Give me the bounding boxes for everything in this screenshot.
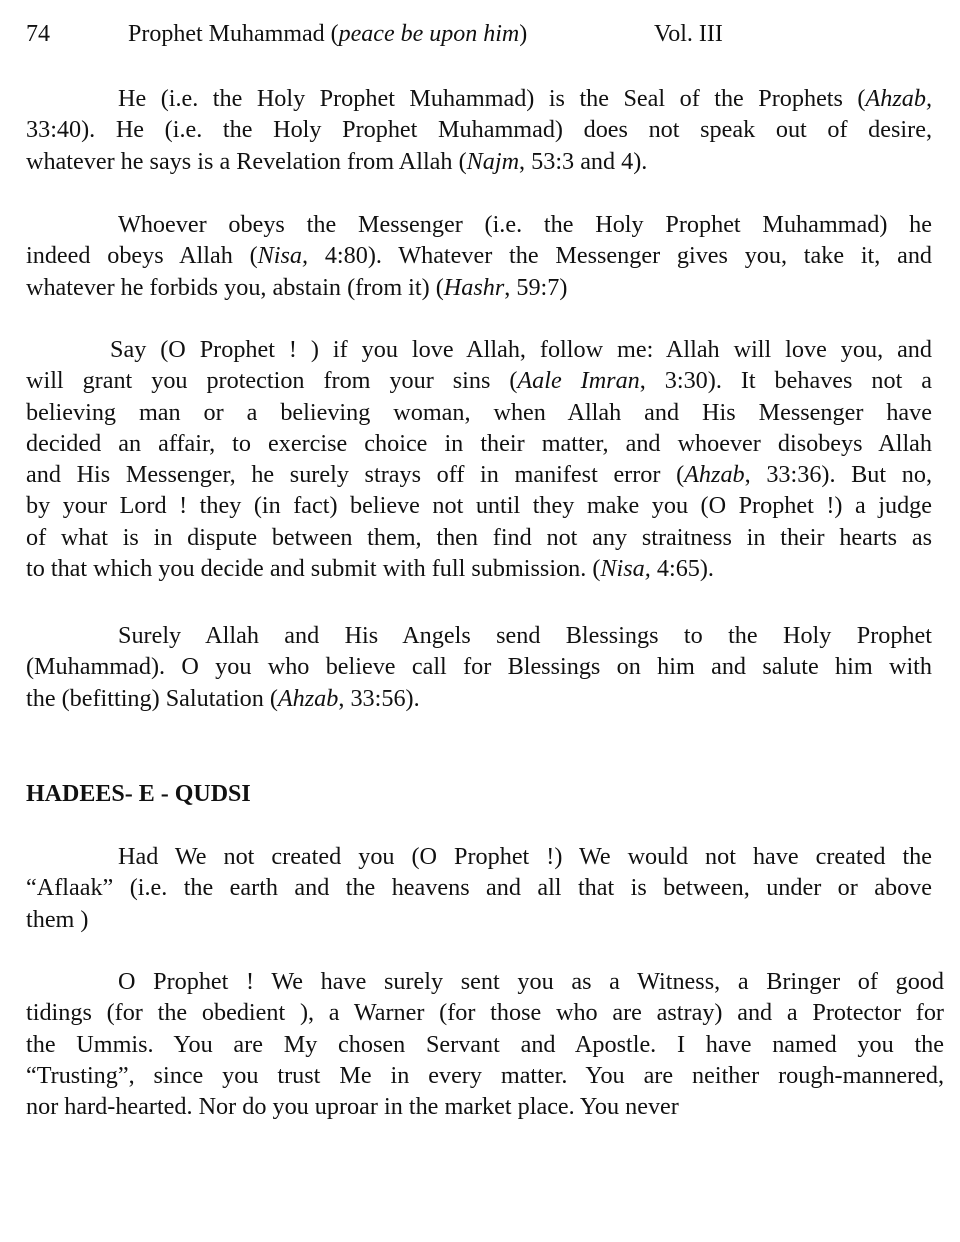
text-line: the Ummis. You are My chosen Servant and Apostle. I have named you the: [26, 1030, 944, 1058]
text-line: by your Lord ! they (in fact) believe not until they make you (O Prophet !) a judge: [26, 492, 932, 520]
text-line: the (befitting) Salutation (Ahzab, 33:56).: [26, 684, 420, 712]
text-line: whatever he forbids you, abstain (from it) (Hashr, 59:7): [26, 273, 568, 301]
paragraph-seal-of-prophets: [26, 83, 932, 177]
text-line: (Muhammad). O you who believe call for Blessings on him and salute him with: [26, 653, 932, 681]
paragraph-love-allah: [26, 334, 932, 584]
section-heading: HADEES- E - QUDSI: [26, 781, 251, 807]
paragraph-aflaak: [26, 841, 932, 935]
text-line: “Aflaak” (i.e. the earth and the heavens and all that is between, under or above: [26, 874, 932, 902]
text-line: Surely Allah and His Angels send Blessings to the Holy Prophet: [118, 622, 932, 649]
text-line: Had We not created you (O Prophet !) We would not have created the: [118, 843, 932, 870]
text-line: decided an affair, to exercise choice in their matter, and whoever disobeys Allah: [26, 429, 932, 457]
text-line: Whoever obeys the Messenger (i.e. the Holy Prophet Muhammad) he: [118, 211, 932, 238]
volume-label: Vol. III: [654, 21, 723, 47]
paragraph-witness: [26, 966, 944, 1122]
text-line: indeed obeys Allah (Nisa, 4:80). Whatever the Messenger gives you, take it, and: [26, 242, 932, 270]
text-line: O Prophet ! We have surely sent you as a Witness, a Bringer of good: [118, 968, 944, 995]
text-line: to that which you decide and submit with full submission. (Nisa, 4:65).: [26, 555, 714, 583]
paragraph-blessings: [26, 620, 932, 714]
page-number: 74: [26, 21, 50, 47]
text-line: “Trusting”, since you trust Me in every matter. You are neither rough-mannered,: [26, 1061, 944, 1089]
text-line: and His Messenger, he surely strays off in manifest error (Ahzab, 33:36). But no,: [26, 461, 932, 489]
text-line: them ): [26, 905, 89, 933]
text-line: tidings (for the obedient ), a Warner (for those who are astray) and a Protector for: [26, 999, 944, 1027]
text-line: of what is in dispute between them, then find not any straitness in their hearts as: [26, 523, 932, 551]
running-title: Prophet Muhammad (peace be upon him): [128, 21, 528, 47]
text-line: whatever he says is a Revelation from Allah (Najm, 53:3 and 4).: [26, 147, 648, 175]
text-line: believing man or a believing woman, when Allah and His Messenger have: [26, 398, 932, 426]
text-line: nor hard-hearted. Nor do you uproar in the market place. You never: [26, 1093, 679, 1121]
text-line: will grant you protection from your sins (Aale Imran, 3:30). It behaves not a: [26, 367, 932, 395]
text-line: Say (O Prophet ! ) if you love Allah, follow me: Allah will love you, and: [110, 336, 932, 363]
text-line: 33:40). He (i.e. the Holy Prophet Muhammad) does not speak out of desire,: [26, 116, 932, 144]
text-line: He (i.e. the Holy Prophet Muhammad) is the Seal of the Prophets (Ahzab,: [118, 85, 932, 112]
paragraph-obey-messenger: [26, 209, 932, 303]
